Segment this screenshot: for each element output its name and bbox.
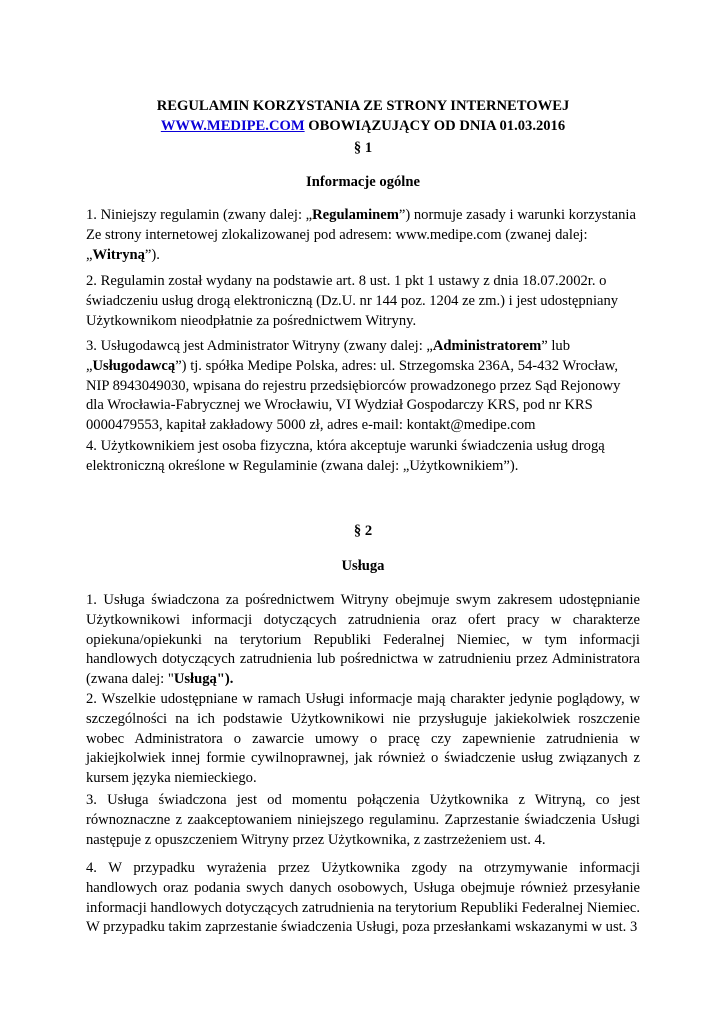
bold-term-usluga: Usługą").: [173, 671, 234, 688]
section-2-heading: Usługa: [341, 558, 385, 574]
section-1-paragraph-3: [86, 337, 640, 436]
section-1-paragraph-2: 2. Regulamin został wydany na podstawie art. 8 ust. 1 pkt 1 ustawy z dnia 18.07.2002r. o świadczeniu usług drogą elektroniczną (Dz.U. nr 144 poz. 1204 ze zm.) i jest udostępniany Użytkownikom nieodpłatnie za pośrednictwem Witryny.: [86, 273, 619, 329]
section-2-paragraph-3: 3. Usługa świadczona jest od momentu połączenia Użytkownika z Witryną, co jest równoznaczne z zaakceptowaniem niniejszego regulaminu. Zaprzestanie świadczenia Usługi następuje z opuszczeniem Witryny przez Użytkownika, z zastrzeżeniem ust. 4.: [86, 792, 640, 848]
text-span: 3. Usługodawcą jest Administrator Witryny (zwany dalej: „: [86, 338, 433, 354]
section-1-heading: Informacje ogólne: [306, 174, 420, 190]
text-span: ” lub „: [86, 338, 571, 374]
text-span: 1. Usługa świadczona za pośrednictwem Witryny obejmuje swym zakresem udostępnianie Użytkownikowi informacji dotyczących zatrudnienia oraz ofert pracy w charakterze opiekuna/opiekunki na terytorium Republiki Federalnej Niemiec, w tym informacji handlowych dotyczących zatrudnienia lub pośrednictwa w zatrudnieniu przez Administratora (zwana dalej: ": [86, 592, 640, 688]
document-title: [86, 96, 640, 136]
title-line-2-rest: OBOWIĄZUJĄCY OD DNIA 01.03.2016: [304, 118, 566, 134]
section-2-paragraph-4: 4. W przypadku wyrażenia przez Użytkownika zgody na otrzymywanie informacji handlowych oraz podania swych danych osobowych, Usługa obejmuje również przesyłanie informacji handlowych dotyczących zatrudnienia na terytorium Republiki Federalnej Niemiec. W przypadku takim zaprzestanie świadczenia Usługi, poza przesłankami wskazanymi w ust. 3: [86, 860, 640, 936]
text-span: ”) normuje zasady i warunki korzystania Ze strony internetowej zlokalizowanej pod adresem: www.medipe.com (zwanej dalej: „: [86, 207, 636, 263]
section-1-number: § 1: [353, 140, 373, 156]
title-line-2: [86, 116, 640, 136]
section-1-paragraph-1: [86, 206, 640, 265]
section-2-paragraph-1: [86, 591, 640, 690]
section-2-number: § 2: [353, 523, 373, 539]
text-span: ”) tj. spółka Medipe Polska, adres: ul. Strzegomska 236A, 54-432 Wrocław, NIP 8943049030, wpisana do rejestru przedsiębiorców prowadzonego przez Sąd Rejonowy dla Wrocławia-Fabrycznej we Wrocławiu, VI Wydział Gospodarczy KRS, pod nr KRS 0000479553, kapitał zakładowy 5000 zł, adres e-mail: kontakt@medipe.com: [86, 357, 621, 434]
bold-term-administratorem: Administratorem: [432, 338, 542, 354]
text-span: ”).: [144, 246, 160, 263]
bold-term-uslugodawca: Usługodawcą: [92, 357, 176, 374]
title-line-1: REGULAMIN KORZYSTANIA ZE STRONY INTERNETOWEJ: [156, 98, 570, 114]
section-2-paragraph-2: 2. Wszelkie udostępniane w ramach Usługi informacje mają charakter jedynie poglądowy, w szczególności na ich podstawie Użytkownikowi nie przysługuje jakiekolwiek roszczenie wobec Administratora o zawarcie umowy o pracę czy zapewnienie zatrudnienia w jakiejkolwiek innej formie cywilnoprawnej, jak również o świadczenie usług związanych z kursem języka niemieckiego.: [86, 691, 640, 787]
bold-term-regulaminem: Regulaminem: [312, 207, 399, 223]
text-span: 1. Niniejszy regulamin (zwany dalej: „: [86, 207, 313, 223]
bold-term-witryna: Witryną: [92, 246, 145, 263]
medipe-link[interactable]: WWW.MEDIPE.COM: [160, 118, 305, 134]
section-1-paragraph-4: 4. Użytkownikiem jest osoba fizyczna, która akceptuje warunki świadczenia usług drogą elektroniczną określone w Regulaminie (zwana dalej: „Użytkownikiem”).: [86, 438, 605, 474]
